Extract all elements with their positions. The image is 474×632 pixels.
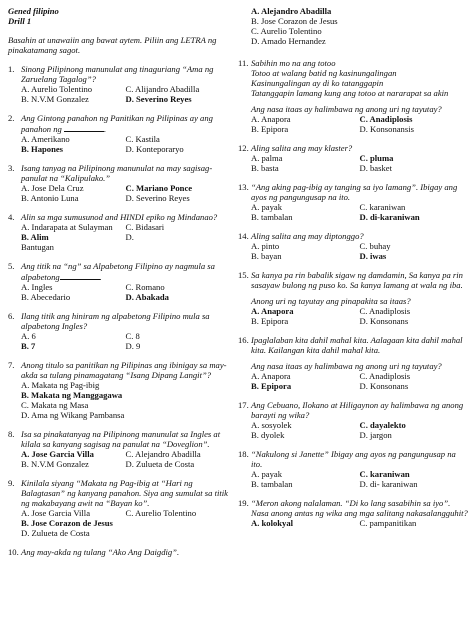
poem-line: Kasinungalingan ay di ko tatanggapin <box>251 78 384 88</box>
question-13 <box>238 182 468 222</box>
question-9 <box>8 478 230 538</box>
question-7 <box>8 360 230 420</box>
option-a: A. sosyolek <box>251 420 292 430</box>
question-stem: Ang may-akda ng tulang “Ako Ang Daigdig”. <box>21 547 180 557</box>
option-a-answer: A. Alejandro Abadilla <box>251 6 332 16</box>
question-number: 6. <box>8 311 15 321</box>
option-b-answer: B. Alim <box>21 232 49 242</box>
option-d: D. <box>125 232 134 242</box>
option-d: D. jargon <box>359 430 392 440</box>
option-a: A. payak <box>251 202 283 212</box>
option-c: C. Aurelio Tolentino <box>251 26 322 36</box>
question-1 <box>8 64 230 104</box>
option-b: B. Antonio Luna <box>21 193 79 203</box>
question-stem: Ipaglalaban kita dahil mahal kita. Aalagaan kita dahil mahal kita. Kailangan kita dahil mahal kita. <box>251 335 463 355</box>
option-b: B. Epipora <box>251 316 289 326</box>
question-stem: Alin sa mga sumusunod and HINDI epiko ng Mindanao? <box>21 212 218 222</box>
blank-line <box>64 123 107 134</box>
option-d-answer: D. Abakada <box>125 292 169 302</box>
option-c: C. 8 <box>125 331 140 341</box>
option-a: A. Makata ng Pag-ibig <box>21 380 100 390</box>
option-d-text: Bantugan <box>21 242 54 252</box>
question-number: 3. <box>8 163 15 173</box>
option-a: A. pinto <box>251 241 280 251</box>
question-18 <box>238 449 468 489</box>
question-number: 13. <box>238 182 249 192</box>
option-d: D. Konsonans <box>359 381 409 391</box>
question-number: 5. <box>8 261 15 271</box>
sub-question: Ang nasa itaas ay halimbawa ng anong uri ng tayutay? <box>251 104 442 114</box>
option-a-answer: A. Anapora <box>251 306 294 316</box>
question-stem: Sinong Pilipinong manunulat ang tinaguriang “Ama ng Zaruelang Tagalog”? <box>21 64 214 84</box>
question-number: 19. <box>238 498 249 508</box>
option-b: B. dyolek <box>251 430 285 440</box>
option-d: D. Severino Reyes <box>125 193 190 203</box>
option-b: B. Epipora <box>251 124 289 134</box>
option-d: D. Konsonans <box>359 316 409 326</box>
question-number: 7. <box>8 360 15 370</box>
option-d: D. Zulueta de Costa <box>21 528 90 538</box>
option-a: A. Jose Dela Cruz <box>21 183 84 193</box>
question-stem: Ilang titik ang hiniram ng alpabetong Filipino mula sa alpabetong Ingles? <box>21 311 210 331</box>
option-a: A. Jose Garcia Villa <box>21 508 91 518</box>
question-2 <box>8 113 230 154</box>
option-c: C. pampanitikan <box>359 518 417 528</box>
question-stem: Sa kanya pa rin babalik sigaw ng damdamin, Sa kanya pa rin sasayaw bulong ng puso ko. Sa kanya lamang at wala ng iba. <box>251 270 463 290</box>
option-c-answer: C. Mariano Ponce <box>125 183 193 193</box>
left-column <box>8 6 230 557</box>
poem-line: Totoo at walang batid ng kasinungalingan <box>251 68 397 78</box>
document-subtitle: Drill 1 <box>8 16 32 26</box>
instructions: Basahin at unawaiin ang bawat aytem. Piliin ang LETRA ng pinakatamang sagot. <box>8 35 217 55</box>
question-3 <box>8 163 230 203</box>
option-c: C. Anadiplosis <box>359 371 411 381</box>
question-stem: “Nakulong si Janette” Ibigay ang ayos ng pangungusap na ito. <box>251 449 456 469</box>
question-stem: Anong titulo sa panitikan ng Pilipinas ang ibinigay sa may-akda sa tulang pinamagatang “Isang Dipang Langit”? <box>21 360 227 380</box>
option-a: A. payak <box>251 469 283 479</box>
option-a: A. palma <box>251 153 283 163</box>
option-b: B. basta <box>251 163 279 173</box>
option-c: C. buhay <box>359 241 391 251</box>
question-number: 14. <box>238 231 249 241</box>
question-number: 10. <box>8 547 19 557</box>
option-c: C. karaniwan <box>359 202 406 212</box>
option-c-answer: C. Anadiplosis <box>359 114 413 124</box>
question-16 <box>238 335 468 391</box>
question-number: 9. <box>8 478 15 488</box>
option-d: D. Amado Hernandez <box>251 36 326 46</box>
question-5 <box>8 261 230 302</box>
option-c: C. Aurelio Tolentino <box>125 508 197 518</box>
question-number: 18. <box>238 449 249 459</box>
option-d: D. di- karaniwan <box>359 479 418 489</box>
question-stem: Ang titik na “ng” sa Alpabetong Filipino ay nagmula sa alpabetong <box>21 261 215 282</box>
stem-end: . <box>103 124 107 134</box>
question-number: 15. <box>238 270 249 280</box>
question-stem: Sabihin mo na ang totoo <box>251 58 336 68</box>
option-c: C. Romano <box>125 282 165 292</box>
question-number: 11. <box>238 58 249 68</box>
option-b: B. Jose Corazon de Jesus <box>251 16 338 26</box>
question-number: 4. <box>8 212 15 222</box>
option-b: B. N.V.M Gonzalez <box>21 94 89 104</box>
option-d-answer: D. iwas <box>359 251 387 261</box>
option-b: B. bayan <box>251 251 282 261</box>
option-b-answer: B. 7 <box>21 341 36 351</box>
document-title: Gened filipino <box>8 6 59 16</box>
option-c: C. Makata ng Masa <box>21 400 89 410</box>
option-a: A. 6 <box>21 331 36 341</box>
option-b: B. N.V.M Gonzalez <box>21 459 89 469</box>
option-c-answer: C. pluma <box>359 153 394 163</box>
question-8 <box>8 429 230 469</box>
question-stem: Ang Cebuano, Ilokano at Hiligaynon ay halimbawa ng anong barayti ng wika? <box>251 400 464 420</box>
option-b: B. tambalan <box>251 479 293 489</box>
option-c: C. Alejandro Abadilla <box>125 449 201 459</box>
question-number: 2. <box>8 113 15 123</box>
question-6 <box>8 311 230 351</box>
option-d-answer: D. Severino Reyes <box>125 94 192 104</box>
question-stem: Aling salita ang may klaster? <box>251 143 353 153</box>
option-a: A. Ingles <box>21 282 53 292</box>
stem-end: . <box>99 272 102 282</box>
option-d: D. 9 <box>125 341 141 351</box>
question-number: 1. <box>8 64 15 74</box>
question-10-options <box>238 6 468 46</box>
option-d: D. basket <box>359 163 392 173</box>
question-12 <box>238 143 468 173</box>
question-stem: Ang Gintong panahon ng Panitikan ng Pilipinas ay ang panahon ng <box>21 113 213 134</box>
option-a: A. Amerikano <box>21 134 70 144</box>
option-b: B. tambalan <box>251 212 293 222</box>
option-d: D. Zulueta de Costa <box>125 459 195 469</box>
question-stem: Kinilala siyang “Makata ng Pag-ibig at “Hari ng Balagtasan” ng kanyang panahon. Siya ang sumulat sa titik ng makabayang awit na “Bayan ko”. <box>21 478 228 508</box>
question-19 <box>238 498 468 528</box>
question-stem: Isang tanyag na Pilipinong manunulat na may sagisag-panulat na “Kalipulako.” <box>21 163 213 183</box>
question-stem: “Ang aking pag-ibig ay tanging sa iyo lamang”. Ibigay ang ayos ng pangungusap na ito. <box>251 182 458 202</box>
question-number: 12. <box>238 143 249 153</box>
option-a: A. Anapora <box>251 371 291 381</box>
option-a: A. Anapora <box>251 114 291 124</box>
question-stem: “Meron akong nalalaman. “Di ko lang sasabihin sa iyo”. Nasa anong antas ng wika ang mga salitang nakasalangguhit? <box>251 498 468 518</box>
question-17 <box>238 400 468 440</box>
option-c-answer: C. karaniwan <box>359 469 410 479</box>
option-d: D. Konteporaryo <box>125 144 184 154</box>
option-a-answer: A. kolokyal <box>251 518 294 528</box>
right-column <box>238 6 468 528</box>
question-number: 17. <box>238 400 249 410</box>
option-a-answer: A. Jose Garcia Villa <box>21 449 94 459</box>
option-b-answer: B. Jose Corazon de Jesus <box>21 518 113 528</box>
option-c: C. Bidasari <box>125 222 165 232</box>
option-a: A. Indarapata at Sulayman <box>21 222 113 232</box>
question-15 <box>238 270 468 326</box>
option-c: C. Anadiplosis <box>359 306 411 316</box>
poem-line: Tatanggapin lamang kung ang totoo at nararapat sa akin <box>251 88 449 98</box>
option-b: B. Abecedario <box>21 292 71 302</box>
question-14 <box>238 231 468 261</box>
option-b-answer: B. Makata ng Manggagawa <box>21 390 123 400</box>
option-d: D. Ama ng Wikang Pambansa <box>21 410 125 420</box>
option-b-answer: B. Hapones <box>21 144 64 154</box>
option-d: D. Konsonansis <box>359 124 414 134</box>
sub-question: Ang nasa itaas ay halimbawa ng anong uri ng tayutay? <box>251 361 442 371</box>
option-c: C. Kastila <box>125 134 160 144</box>
question-11 <box>238 58 468 134</box>
question-stem: Isa sa pinakatanyag na Pilipinong manunulat sa Ingles at kilala sa kanyang sagisag na panulat na “Doveglion”. <box>21 429 221 449</box>
option-b-answer: B. Epipora <box>251 381 292 391</box>
option-c: C. Alijandro Abadilla <box>125 84 200 94</box>
blank-line <box>60 271 100 280</box>
option-d-answer: D. di-karaniwan <box>359 212 420 222</box>
question-10 <box>8 547 230 557</box>
question-4 <box>8 212 230 252</box>
option-a: A. Aurelio Tolentino <box>21 84 93 94</box>
option-c-answer: C. dayalekto <box>359 420 406 430</box>
question-number: 16. <box>238 335 249 345</box>
question-stem: Aling salita ang may diptonggo? <box>251 231 364 241</box>
question-number: 8. <box>8 429 15 439</box>
sub-question: Anong uri ng tayutay ang pinapakita sa itaas? <box>251 296 411 306</box>
